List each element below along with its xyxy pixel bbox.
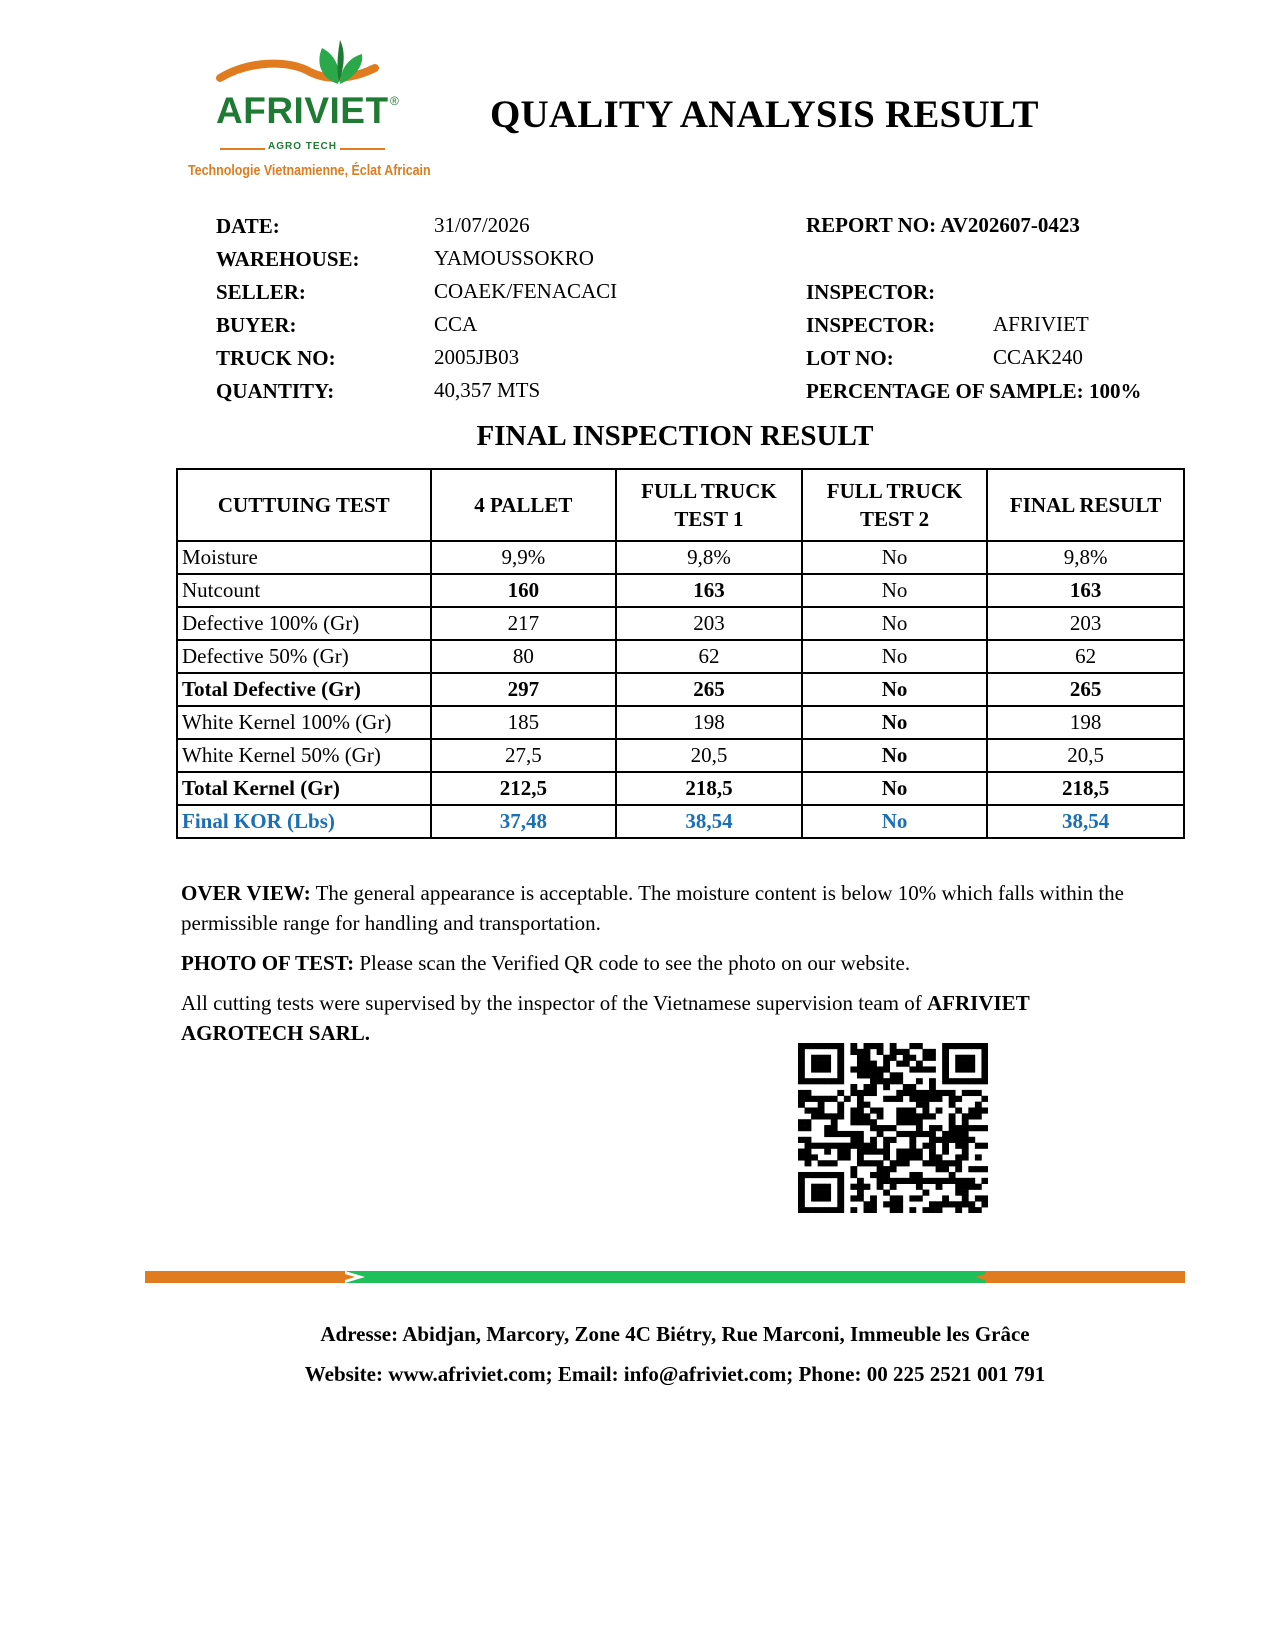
lot-label: LOT NO: [806,346,894,370]
row-label: Nutcount [177,574,431,607]
table-cell: 217 [431,607,617,640]
inspector-label-1: INSPECTOR: [806,280,936,304]
table-cell: 265 [987,673,1184,706]
table-cell: No [802,805,988,838]
table-cell: 9,8% [987,541,1184,574]
table-cell: 218,5 [616,772,802,805]
table-row [177,805,1184,838]
column-header: FINAL RESULT [987,469,1184,541]
table-cell: No [802,640,988,673]
supervision-company: AFRIVIET AGROTECH SARL. [181,991,1030,1045]
table-cell: 80 [431,640,617,673]
table-cell: 212,5 [431,772,617,805]
seller-value: COAEK/FENACACI [434,279,618,303]
supervision-text: All cutting tests were supervised by the inspector of the Vietnamese supervision team of [181,991,928,1015]
company-logo [180,38,440,188]
table-cell: 20,5 [987,739,1184,772]
table-cell: 297 [431,673,617,706]
buyer-label: BUYER: [216,313,297,337]
sample-label: PERCENTAGE OF SAMPLE: [806,379,1084,403]
table-cell: 27,5 [431,739,617,772]
table-row [177,706,1184,739]
table-cell: 62 [616,640,802,673]
report-number [806,213,1080,238]
buyer-value: CCA [434,312,478,336]
sample-value: 100% [1088,379,1142,403]
photo-label: PHOTO OF TEST: [181,951,355,975]
table-cell: 160 [431,574,617,607]
quantity-value: 40,357 MTS [434,378,541,402]
footer-divider-bar [145,1268,1185,1286]
section-title: FINAL INSPECTION RESULT [476,420,874,452]
row-label: White Kernel 50% (Gr) [177,739,431,772]
row-label: Total Kernel (Gr) [177,772,431,805]
report-value: AV202607-0423 [940,213,1080,237]
table-cell: 198 [987,706,1184,739]
truck-value: 2005JB03 [434,345,520,369]
table-cell: 185 [431,706,617,739]
inspector-value: AFRIVIET [993,312,1089,336]
table-cell: 38,54 [616,805,802,838]
row-label: Moisture [177,541,431,574]
report-label: REPORT NO: [806,213,937,237]
truck-label: TRUCK NO: [216,346,336,370]
overview-text: The general appearance is acceptable. The moisture content is below 10% which falls within the permissible range for handling and transportation. [181,881,1125,935]
inspector-label-2: INSPECTOR: [806,313,936,337]
quantity-label: QUANTITY: [216,379,335,403]
logo-brand: AFRIVIET [216,90,389,131]
table-cell: 198 [616,706,802,739]
footer-address: Adresse: Abidjan, Marcory, Zone 4C Biétry, Rue Marconi, Immeuble les Grâce [320,1322,1030,1346]
table-cell: 9,9% [431,541,617,574]
table-row [177,541,1184,574]
table-cell: 163 [987,574,1184,607]
table-cell: 218,5 [987,772,1184,805]
photo-text: Please scan the Verified QR code to see the photo on our website. [354,951,911,975]
row-label: Final KOR (Lbs) [177,805,431,838]
table-cell: No [802,541,988,574]
table-row [177,772,1184,805]
table-cell: No [802,706,988,739]
overview-paragraph [181,878,1141,938]
logo-tagline: Technologie Vietnamienne, Éclat Africain [188,162,431,179]
photo-paragraph [181,948,1141,978]
table-cell: 62 [987,640,1184,673]
lot-value: CCAK240 [993,345,1083,369]
column-header: CUTTUING TEST [177,469,431,541]
overview-label: OVER VIEW: [181,881,311,905]
sample-percentage [806,379,1141,404]
column-header: FULL TRUCK TEST 2 [802,469,988,541]
qr-code-icon[interactable] [798,1043,988,1213]
table-cell: 9,8% [616,541,802,574]
column-header: FULL TRUCK TEST 1 [616,469,802,541]
table-cell: 37,48 [431,805,617,838]
leaf-icon [310,38,370,88]
row-label: Defective 100% (Gr) [177,607,431,640]
table-header-row [177,469,1184,541]
table-cell: 38,54 [987,805,1184,838]
footer-contact: Website: www.afriviet.com; Email: info@afriviet.com; Phone: 00 225 2521 001 791 [304,1362,1046,1386]
table-row [177,673,1184,706]
row-label: Total Defective (Gr) [177,673,431,706]
table-cell: No [802,673,988,706]
table-cell: No [802,607,988,640]
column-header: 4 PALLET [431,469,617,541]
supervision-paragraph [181,988,1141,1048]
qr-code-graphic [798,1043,988,1213]
row-label: White Kernel 100% (Gr) [177,706,431,739]
table-cell: 163 [616,574,802,607]
logo-subtitle: AGRO TECH [268,141,337,152]
warehouse-label: WAREHOUSE: [216,247,360,271]
table-cell: 203 [987,607,1184,640]
table-cell: 203 [616,607,802,640]
seller-label: SELLER: [216,280,306,304]
inspection-results-table [176,468,1185,839]
table-cell: No [802,772,988,805]
table-cell: No [802,739,988,772]
table-cell: No [802,574,988,607]
table-cell: 265 [616,673,802,706]
table-row [177,739,1184,772]
table-row [177,574,1184,607]
date-value: 31/07/2026 [434,213,530,237]
table-row [177,607,1184,640]
logo-registered-mark: ® [390,94,399,108]
logo-divider [340,148,385,150]
row-label: Defective 50% (Gr) [177,640,431,673]
date-label: DATE: [216,214,280,238]
table-cell: 20,5 [616,739,802,772]
page-title: QUALITY ANALYSIS RESULT [490,93,1039,136]
warehouse-value: YAMOUSSOKRO [434,246,594,270]
table-row [177,640,1184,673]
